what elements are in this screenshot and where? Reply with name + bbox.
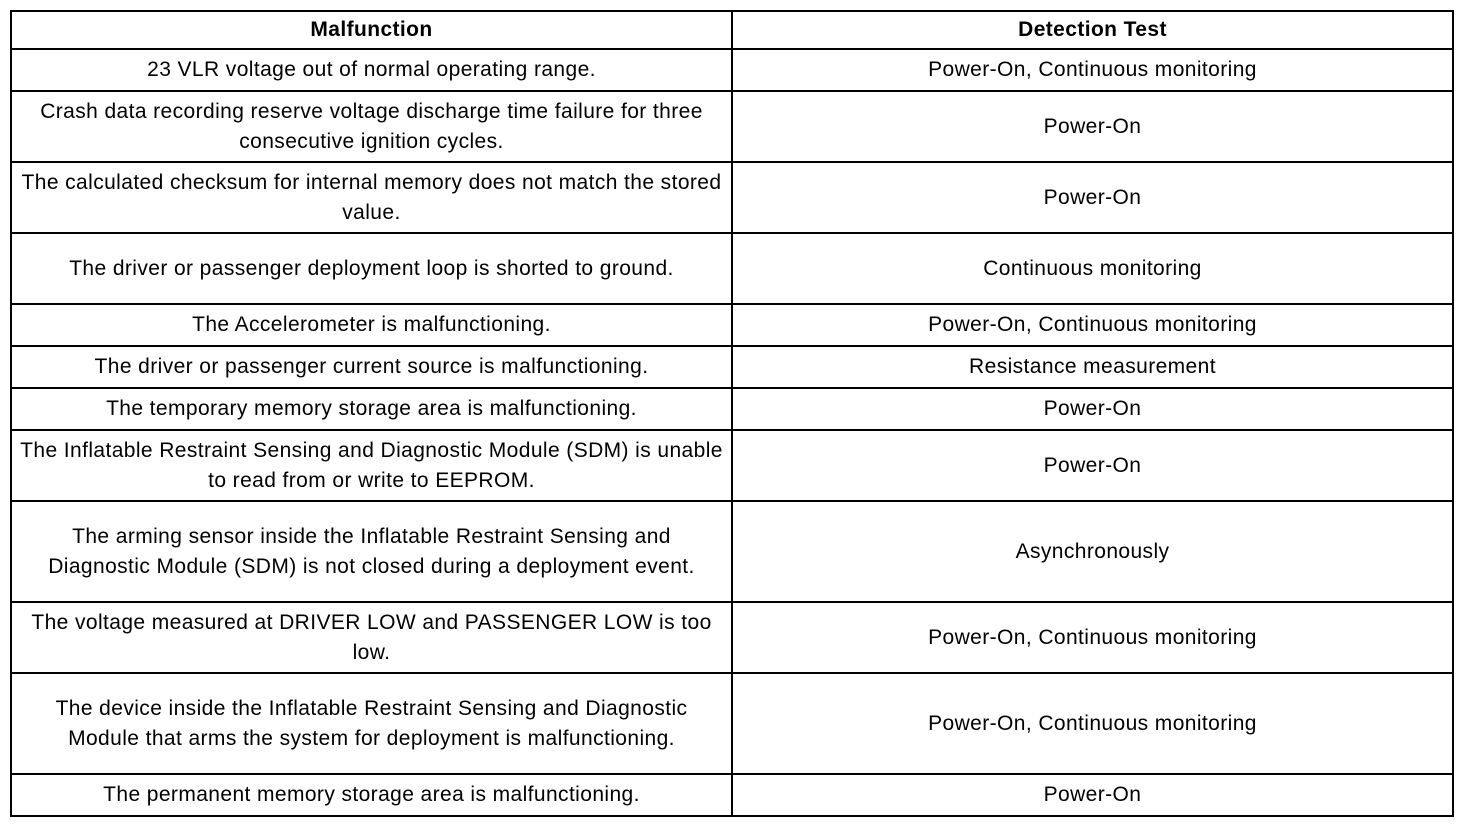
malfunction-cell: Crash data recording reserve voltage discharge time failure for three consecutive ignition cycles. <box>11 91 732 162</box>
detection-test-cell: Power-On <box>732 162 1453 233</box>
malfunction-cell: The Accelerometer is malfunctioning. <box>11 304 732 346</box>
table-row <box>11 162 1453 233</box>
malfunction-cell: The driver or passenger current source is malfunctioning. <box>11 346 732 388</box>
table-row <box>11 602 1453 673</box>
detection-test-cell: Resistance measurement <box>732 346 1453 388</box>
malfunction-cell: The arming sensor inside the Inflatable Restraint Sensing and Diagnostic Module (SDM) is not closed during a deployment event. <box>11 501 732 602</box>
malfunction-cell: The permanent memory storage area is malfunctioning. <box>11 774 732 816</box>
malfunction-cell: The Inflatable Restraint Sensing and Diagnostic Module (SDM) is unable to read from or write to EEPROM. <box>11 430 732 501</box>
detection-test-cell: Power-On, Continuous monitoring <box>732 304 1453 346</box>
table-row <box>11 388 1453 430</box>
table-body <box>11 49 1453 816</box>
header-detection-test: Detection Test <box>732 11 1453 49</box>
malfunction-cell: The device inside the Inflatable Restraint Sensing and Diagnostic Module that arms the system for deployment is malfunctioning. <box>11 673 732 774</box>
table-row <box>11 233 1453 304</box>
detection-test-cell: Power-On, Continuous monitoring <box>732 602 1453 673</box>
table-row <box>11 673 1453 774</box>
header-malfunction: Malfunction <box>11 11 732 49</box>
malfunction-cell: The driver or passenger deployment loop is shorted to ground. <box>11 233 732 304</box>
table-row <box>11 91 1453 162</box>
table-row <box>11 304 1453 346</box>
table-row <box>11 346 1453 388</box>
table-row <box>11 49 1453 91</box>
detection-test-cell: Power-On <box>732 430 1453 501</box>
header-row <box>11 11 1453 49</box>
detection-test-cell: Power-On <box>732 91 1453 162</box>
table-row <box>11 501 1453 602</box>
malfunction-cell: 23 VLR voltage out of normal operating range. <box>11 49 732 91</box>
malfunction-cell: The voltage measured at DRIVER LOW and PASSENGER LOW is too low. <box>11 602 732 673</box>
detection-test-cell: Asynchronously <box>732 501 1453 602</box>
detection-test-cell: Power-On <box>732 388 1453 430</box>
table-header <box>11 11 1453 49</box>
detection-test-cell: Power-On, Continuous monitoring <box>732 673 1453 774</box>
detection-test-cell: Power-On <box>732 774 1453 816</box>
detection-test-cell: Continuous monitoring <box>732 233 1453 304</box>
detection-test-cell: Power-On, Continuous monitoring <box>732 49 1453 91</box>
malfunction-detection-table <box>10 10 1454 817</box>
table-row <box>11 430 1453 501</box>
malfunction-cell: The temporary memory storage area is malfunctioning. <box>11 388 732 430</box>
malfunction-cell: The calculated checksum for internal memory does not match the stored value. <box>11 162 732 233</box>
table-row <box>11 774 1453 816</box>
